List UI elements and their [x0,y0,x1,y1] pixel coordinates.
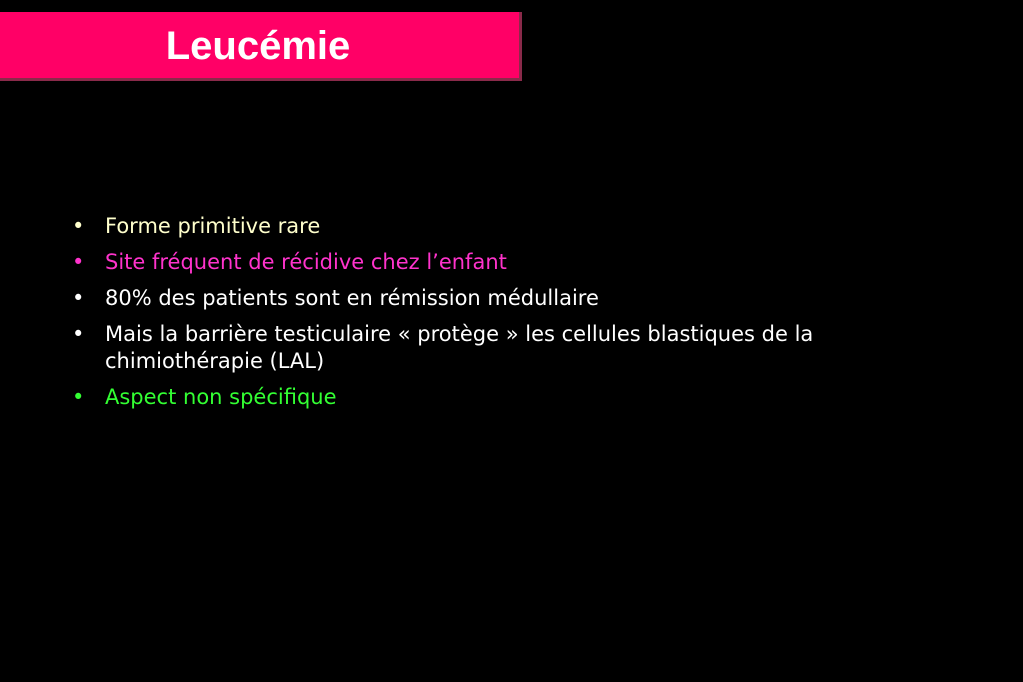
bullet-marker: • [72,385,85,409]
title-banner [0,12,522,81]
slide-title: Leucémie [165,24,351,68]
bullet-text: Aspect non spécifique [105,385,337,409]
bullet-marker: • [72,250,85,274]
bullet-marker: • [72,214,85,238]
bullet-marker: • [72,286,85,310]
bullet-text: 80% des patients sont en rémission médullaire [105,286,599,310]
bullet-text: Site fréquent de récidive chez l’enfant [105,250,507,274]
bullet-marker: • [72,322,85,346]
bullet-item [72,285,972,312]
bullet-item [72,249,972,276]
bullet-item [72,384,972,411]
bullet-item [72,321,972,375]
bullet-text: Mais la barrière testiculaire « protège » les cellules blastiques de la chimiothérapie (LAL) [105,322,814,373]
bullet-list [72,213,972,420]
bullet-text: Forme primitive rare [105,214,321,238]
bullet-item [72,213,972,240]
